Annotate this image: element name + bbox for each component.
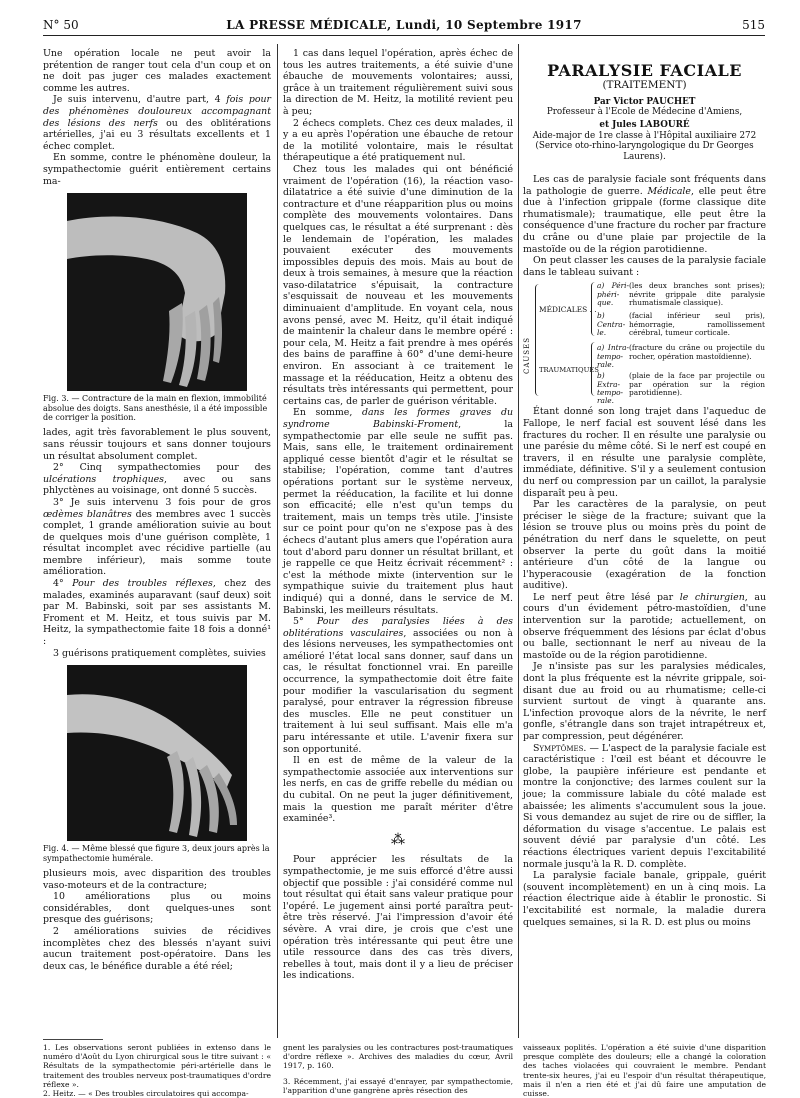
traumatic-label: TRAUMATIQUES [539,366,599,375]
footnotes-col3 [523,1043,766,1098]
figure-4-caption: Fig. 4. — Même blessé que figure 3, deux jours après la sympathectomie humérale. [43,844,270,863]
causes-label: CAUSES [523,337,531,375]
medical-label: MÉDICALES . . [539,305,597,315]
paragraph: 1 cas dans lequel l'opération, après échec de tous les autres traitements, a été suivie d'une ébauche de mouvements volontaires; aussi, grâce à un traitement régulièrement suivi sous la direction de M. Heitz, la motilité revient peu à peu; [283,48,513,117]
table-b1: b) Centra- le. [597,311,626,337]
table-a1: a) Péri- phéri- que. [597,281,629,307]
column-2 [283,48,513,982]
brace [535,284,539,396]
footnotes-col1 [43,1043,271,1098]
table-b2-text: (plaie de la face par projectile ou par opération sur la région parotidienne). [629,371,765,397]
hand-after-surgery-image [67,665,247,841]
article-subtitle: (TRAITEMENT) [602,79,687,91]
paragraph: Par les caractères de la paralysie, on peut préciser le siège de la fracture; suivant que la lésion se trouve plus ou moins près du point de pénétration du nerf dans le squelette, on peut observer la perte du goût dans la moitié antérieure d'un côté de la langue ou l'hyperacousie (exagération de la fonction auditive). [523,499,766,592]
footnote-2: 2. Heitz. — « Des troubles circulatoires qui accompa- [43,1089,249,1098]
paragraph: Je n'insiste pas sur les paralysies médicales, dont la plus fréquente est la névrite grippale, soi-disant due au froid ou au rhumatisme; celle-ci survient surtout de vingt à quarante ans. L'infection provoque alors de la névrite, le nerf gonfle, s'étrangle dans son trajet intrapétreux et, par compression, peut dégénérer. [523,661,766,742]
footnote-rule [43,1039,103,1040]
paragraph: 2 améliorations suivies de récidives incomplètes chez des blessés n'ayant suivi aucun traitement post-opératoire. Dans les deux cas, le bénéfice durable a été réel; [43,926,271,972]
paragraph: 2 échecs complets. Chez ces deux malades, il y a eu après l'opération une ébauche de retour de la motilité volontaire, mais le résultat thérapeutique a été pratiquement nul. [283,117,513,164]
causes-table [523,281,766,406]
author-1-role: Professeur à l'Ecole de Médecine d'Amiens, [546,107,743,117]
paragraph: Je suis intervenu, d'autre part, 4 fois pour des phénomènes douloureux accompagnant des lésions des nerfs ou des oblitérations artérielles, j'ai eu 3 résultats excellents et 1 échec complet. [43,94,271,152]
hand-flexion-image [67,193,247,391]
paragraph: Il en est de même de la valeur de la sympathectomie associée aux interventions sur les nerfs, en cas de griffe rebelle du médian ou du cubital. On ne peut la juger définitivement, mais la question me paraît mériter d'être examinée³. [283,755,513,825]
author-1: Par Victor PAUCHET [593,96,696,107]
paragraph: Le nerf peut être lésé par le chirurgien, au cours d'un évidement pétro-mastoïdien, d'une intervention sur la parotide; actuellement, on observe fréquemment des lésions par éclat d'obus ou balle, sectionnant le nerf au niveau de la mastoïde ou de la région parotidienne. [523,591,766,661]
figure-3-photo [67,193,247,391]
page-number: 515 [742,18,765,32]
paragraph: Les cas de paralysie faciale sont fréquents dans la pathologie de guerre. Médicale, elle peut être due à l'infection grippale (forme classique dite rhumatismale); traumatique, elle peut être la conséquence d'une fracture du rocher par fracture du crâne ou d'une plaie par projectile de la mastoïde ou de la région parotidienne. [523,174,766,255]
paragraph: 3° Je suis intervenu 3 fois pour de gros œdèmes blanâtres des membres avec 1 succès complet, 1 grande amélioration suivie au bout de quelques mois d'une guérison complète, 1 résultat incomplet avec récidive partielle (au membre inférieur), mais somme toute amélioration. [43,496,271,578]
paragraph: Chez tous les malades qui ont bénéficié vraiment de l'opération (16), la réaction vaso-dilatatrice a été suivie d'une diminution de la contracture et d'une réapparition plus ou moins complète des mouvements volontaires. Dans quelques cas, le résultat a été surprenant : dès le lendemain de l'opération, les malades pouvaient exécuter des mouvements impossibles depuis des mois. Mais au bout de deux à trois semaines, à mesure que la réaction vaso-dilatatrice s'épuisait, la contracture s'esquissait de nouveau et les mouvements diminuaient d'amplitude. En voyant cela, nous avons pensé, avec M. Heitz, qu'il était indiqué de maintenir la chaleur dans le membre opéré : pour cela, M. Heitz a fait prendre à mes opérés des bains de paraffine à 60° d'une demi-heure environ. En associant à ce traitement le massage et la rééducation, Heitz a obtenu des résultats très intéressants qui permettent, pour certains cas, de parler de guérison véritable. [283,163,513,407]
paragraph: 2° Cinq sympathectomies pour des ulcérations trophiques, avec ou sans phlyctènes au voisinage, ont donné 5 succès. [43,462,271,497]
figure-3 [43,193,271,422]
issue-number: N° 50 [43,18,79,32]
table-b2: b) Extra- tempo- rale. [597,371,624,406]
figure-4 [43,665,271,863]
paragraph: Une opération locale ne peut avoir la prétention de ranger tout cela d'un coup et on ne doit pas juger ces malades exactement comme les autres. [43,48,271,94]
paragraph: La paralysie faciale banale, grippale, guérit (souvent incomplètement) en un à cinq mois. La réaction électrique aide à établir le pronostic. Si l'excitabilité est normale, la maladie durera quelques semaines, si la R. D. est plus ou moins [523,870,766,928]
journal-title: LA PRESSE MÉDICALE, Lundi, 10 Septembre 1917 [226,18,582,32]
paragraph: On peut classer les causes de la paralysie faciale dans le tableau suivant : [523,255,766,278]
author-2: et Jules LABOURÉ [599,120,690,131]
paragraph: En somme, dans les formes graves du syndrome Babinski-Froment, la sympathectomie par elle seule ne suffit pas. Mais, sans elle, le traitement ordinairement appliqué cesse bientôt d'agir et le résultat se stabilise; l'opération, comme tant d'autres opérations portant sur le système nerveux, permet la rééducation, la facilite et lui donne son efficacité; elle n'est qu'un temps du traitement, mais un temps très utile. J'insiste sur ce point pour qu'on ne s'expose pas à des échecs d'autant plus amers que l'opération aura tout d'abord paru donner un résultat brillant, et je rappelle ce que Heitz écrivait récemment² : c'est la méthode mixte (intervention sur le sympathique suivie du traitement plus haut indiqué) qui a donné, dans le service de M. Babinski, les meilleurs résultats. [283,407,513,616]
paragraph: En somme, contre le phénomène douleur, la sympathectomie guérit entièrement certains ma- [43,152,271,187]
brace [591,282,595,336]
column-1 [43,48,271,972]
footnote-2-cont: gnent les paralysies ou les contractures post-traumatiques d'ordre réflexe ». Archives des maladies du cœur, Avril 1917, p. 160. [283,1043,513,1071]
paragraph: 5° Pour des paralysies liées à des oblitérations vasculaires, associées ou non à des lésions nerveuses, les sympathectomies ont amélioré l'état local sans donner, sauf dans un cas, le résultat fonctionnel vrai. En pareille occurrence, la sympathectomie doit être faite pour modifier la vascularisation du segment paralysé, pour entraver la régression fibreuse des muscles. Elle ne peut constituer un traitement à lui seul suffisant. Mais elle m'a paru intéressante et utile. L'avenir fixera sur son opportunité. [283,616,514,755]
table-b1-text: (facial inférieur seul pris), hémorragie, ramollissement cérébral, tumeur corticale. [629,311,765,337]
paragraph: Étant donné son long trajet dans l'aqueduc de Fallope, le nerf facial est souvent lésé dans les fractures du rocher. Il en résulte une paralysie ou une parésie du même côté. Si le nerf est coupé en travers, il en résulte une paralysie complète, immédiate, définitive. S'il y a seulement contusion du nerf ou compression par un caillot, la paralysie disparaît peu à peu. [523,406,766,499]
brace [591,342,595,396]
page-header [43,20,765,36]
author-2-role: Aide-major de 1re classe à l'Hôpital auxiliaire 272 (Service oto-rhino-laryngologique du Dr Georges Laurens). [532,130,757,162]
table-a2: a) Intra- tempo- rale. [597,343,629,369]
paragraph: lades, agit très favorablement le plus souvent, sans réussir toujours et sans donner toujours un résultat absolument complet. [43,427,271,462]
footnote-3: 3. Récemment, j'ai essayé d'enrayer, par sympathectomie, l'apparition d'une gangrène après résection des [283,1076,513,1095]
footnotes-col2 [283,1043,513,1095]
column-rule [277,44,278,1038]
column-rule [518,44,519,1038]
article-title: PARALYSIE FACIALE [547,61,742,80]
paragraph: 10 améliorations plus ou moins considérables, dont quelques-unes sont presque des guérisons; [43,891,271,926]
paragraph: Symptômes. — L'aspect de la paralysie faciale est caractéristique : l'œil est béant et découvre le globe, la paupière inférieure est pendante et montre la conjonctive; des larmes coulent sur la joue; la commissure labiale du côté malade est abaissée; les aliments s'accumulent sous la joue. Si vous demandez au sujet de rire ou de siffler, la déformation du visage s'accentue. Le palais est souvent dévié par paralysie d'un côté. Les réactions électriques varient depuis l'excitabilité normale jusqu'à la R. D. complète. [523,742,766,870]
footnote-1: 1. Les observations seront publiées in extenso dans le numéro d'Août du Lyon chirurgical sous le titre suivant : « Résultats de la sympathectomie péri-artérielle dans le traitement des troubles nerveux post-traumatiques d'ordre réflexe ». [43,1043,271,1089]
figure-4-photo [67,665,247,841]
paragraph: 3 guérisons pratiquement complètes, suivies [53,647,266,659]
table-a2-text: (fracture du crâne ou projectile du rocher, opération mastoïdienne). [629,343,765,361]
paragraph: 4° Pour des troubles réflexes, chez des malades, examinés auparavant (sauf deux) soit par M. Babinski, soit par ses assistants M. Froment et M. Heitz, et tous suivis par M. Heitz, la sympathectomie faite 18 fois a donné¹ : [43,578,271,648]
column-3 [523,48,766,928]
paragraph: Pour apprécier les résultats de la sympathectomie, je me suis efforcé d'être aussi objectif que possible : j'ai considéré comme nul tout résultat qui était sans valeur pratique pour l'opéré. Le jugement ainsi porté paraîtra peut-être très réservé. J'ai l'impression d'avoir été sévère. A vrai dire, je crois que c'est une opération très intéressante qui peut être une utile ressource dans des cas très divers, rebelles à tout, mais dont il y a lieu de préciser les indications. [283,854,513,982]
table-a1-text: (les deux branches sont prises); névrite grippale dite paralysie rhumatismale classique). [629,281,765,307]
section-separator: ⁂ [391,831,405,848]
footnote-3-cont: vaisseaux poplités. L'opération a été suivie d'une disparition presque complète des douleurs; elle a changé la coloration des taches violacées qui couvraient le membre. Pendant trente-six heures, j'ai eu l'espoir d'un résultat thérapeutique, mais il n'en a rien été et j'ai dû faire une amputation de cuisse. [523,1043,766,1098]
figure-3-caption: Fig. 3. — Contracture de la main en flexion, immobilité absolue des doigts. Sans anesthésie, il a été impossible de corriger la position. [43,394,268,422]
paragraph: plusieurs mois, avec disparition des troubles vaso-moteurs et de la contracture; [43,868,271,891]
